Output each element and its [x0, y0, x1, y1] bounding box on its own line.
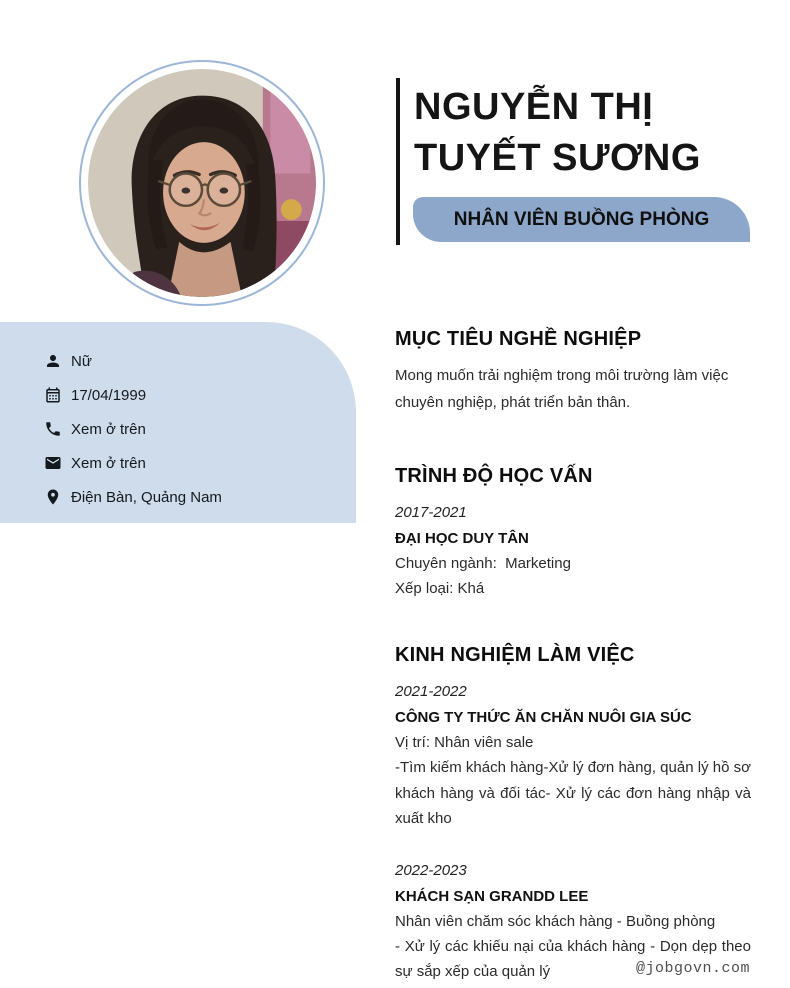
experience-2-details: - Xử lý các khiếu nại của khách hàng - Dọn dẹp theo sự sắp xếp của quản lý	[395, 937, 751, 980]
experience-title: KINH NGHIỆM LÀM VIỆC	[395, 644, 635, 666]
list-item-gender	[44, 344, 356, 378]
education-title: TRÌNH ĐỘ HỌC VẤN	[395, 465, 593, 487]
education-major: Chuyên ngành: Marketing	[395, 555, 571, 572]
list-item-email	[44, 446, 356, 480]
experience-1-details: -Tìm kiếm khách hàng-Xử lý đơn hàng, quản lý hồ sơ khách hàng và đối tác- Xử lý các đơn hàng nhập và xuất kho	[395, 759, 751, 827]
email-value: Xem ở trên	[71, 454, 146, 472]
experience-2-position: Nhân viên chăm sóc khách hàng - Buồng phòng	[395, 912, 716, 930]
experience-2-period: 2022-2023	[395, 861, 467, 879]
job-title-label: NHÂN VIÊN BUỒNG PHÒNG	[453, 208, 710, 230]
experience-1-position: Vị trí: Nhân viên sale	[395, 734, 534, 751]
portrait-illustration	[88, 69, 316, 297]
experience-2-company: KHÁCH SẠN GRANDD LEE	[395, 887, 589, 905]
experience-1-period: 2021-2022	[395, 683, 467, 700]
header-accent-bar	[396, 78, 400, 245]
name-line-2: TUYẾT SƯƠNG	[414, 137, 701, 179]
name-line-1: NGUYỄN THỊ	[414, 86, 654, 128]
list-item-address	[44, 480, 356, 514]
person-icon	[44, 352, 62, 370]
birthdate-value: 17/04/1999	[71, 386, 147, 404]
objective-title: MỤC TIÊU NGHỀ NGHIỆP	[395, 328, 642, 350]
list-item-birthdate	[44, 378, 356, 412]
experience-1-company: CÔNG TY THỨC ĂN CHĂN NUÔI GIA SÚC	[395, 709, 692, 726]
email-icon	[44, 454, 62, 472]
watermark-credit: @jobgovn.com	[635, 960, 750, 977]
main-content	[395, 326, 751, 985]
job-title-badge	[413, 197, 750, 242]
section-objective	[395, 326, 751, 416]
section-education	[395, 463, 751, 601]
objective-body: Mong muốn trải nghiệm trong môi trường làm việc chuyên nghiệp, phát triển bản thân.	[395, 367, 729, 411]
calendar-icon	[44, 386, 62, 404]
personal-info-panel	[0, 322, 356, 523]
profile-photo-ring	[79, 60, 325, 306]
phone-value: Xem ở trên	[71, 420, 146, 438]
profile-photo	[88, 69, 316, 297]
list-item-phone	[44, 412, 356, 446]
education-grade: Xếp loại: Khá	[395, 580, 485, 597]
phone-icon	[44, 420, 62, 438]
experience-entry-1	[395, 680, 751, 832]
education-school: ĐẠI HỌC DUY TÂN	[395, 530, 529, 547]
education-period: 2017-2021	[395, 504, 467, 521]
address-value: Điện Bàn, Quảng Nam	[71, 488, 222, 506]
page-title	[414, 82, 774, 184]
education-entry	[395, 501, 751, 601]
location-icon	[44, 488, 62, 506]
section-experience	[395, 642, 751, 985]
gender-value: Nữ	[71, 352, 92, 370]
